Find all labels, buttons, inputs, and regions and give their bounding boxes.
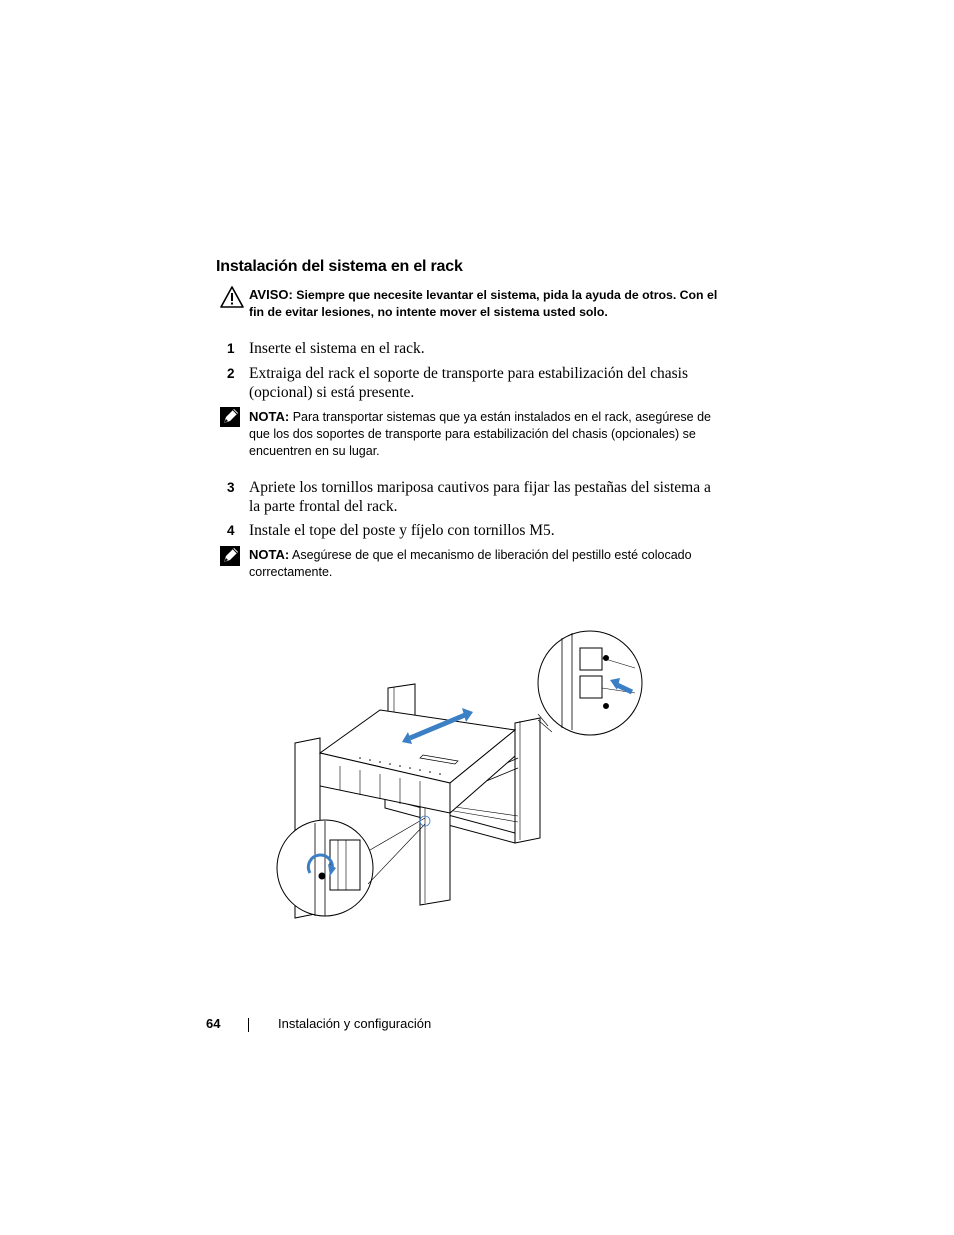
note-block xyxy=(249,408,719,460)
warning-text: Siempre que necesite levantar el sistema, pida la ayuda de otros. Con el fin de evitar lesiones, no intente mover el sistema usted solo. xyxy=(249,288,718,319)
step-number: 3 xyxy=(227,480,235,495)
step-number: 1 xyxy=(227,341,235,356)
note-text: Para transportar sistemas que ya están instalados en el rack, asegúrese de que los dos soportes de transporte para estabilización del chasis (opcionales) se encuentren en su lugar. xyxy=(249,410,711,458)
note-block xyxy=(249,546,719,581)
step-number: 4 xyxy=(227,523,235,538)
page-number: 64 xyxy=(206,1016,221,1031)
note-label: NOTA: xyxy=(249,409,290,424)
step-text: Apriete los tornillos mariposa cautivos para fijar las pestañas del sistema a la parte frontal del rack. xyxy=(249,479,711,515)
step-number: 2 xyxy=(227,366,235,381)
warning-triangle-icon xyxy=(219,285,245,309)
footer-separator xyxy=(248,1018,249,1032)
step-text: Inserte el sistema en el rack. xyxy=(249,340,425,357)
note-text: Asegúrese de que el mecanismo de liberación del pestillo esté colocado correctamente. xyxy=(249,548,692,579)
warning-label: AVISO: xyxy=(249,287,293,302)
rack-installation-illustration xyxy=(270,618,650,923)
step-text: Extraiga del rack el soporte de transporte para estabilización del chasis (opcional) si está presente. xyxy=(249,365,688,401)
footer-chapter: Instalación y configuración xyxy=(278,1016,432,1031)
note-pencil-icon xyxy=(219,406,241,428)
section-title: Instalación del sistema en el rack xyxy=(216,258,463,275)
note-pencil-icon xyxy=(219,545,241,567)
step-text: Instale el tope del poste y fíjelo con tornillos M5. xyxy=(249,522,555,539)
note-label: NOTA: xyxy=(249,547,290,562)
warning-block xyxy=(249,286,719,321)
